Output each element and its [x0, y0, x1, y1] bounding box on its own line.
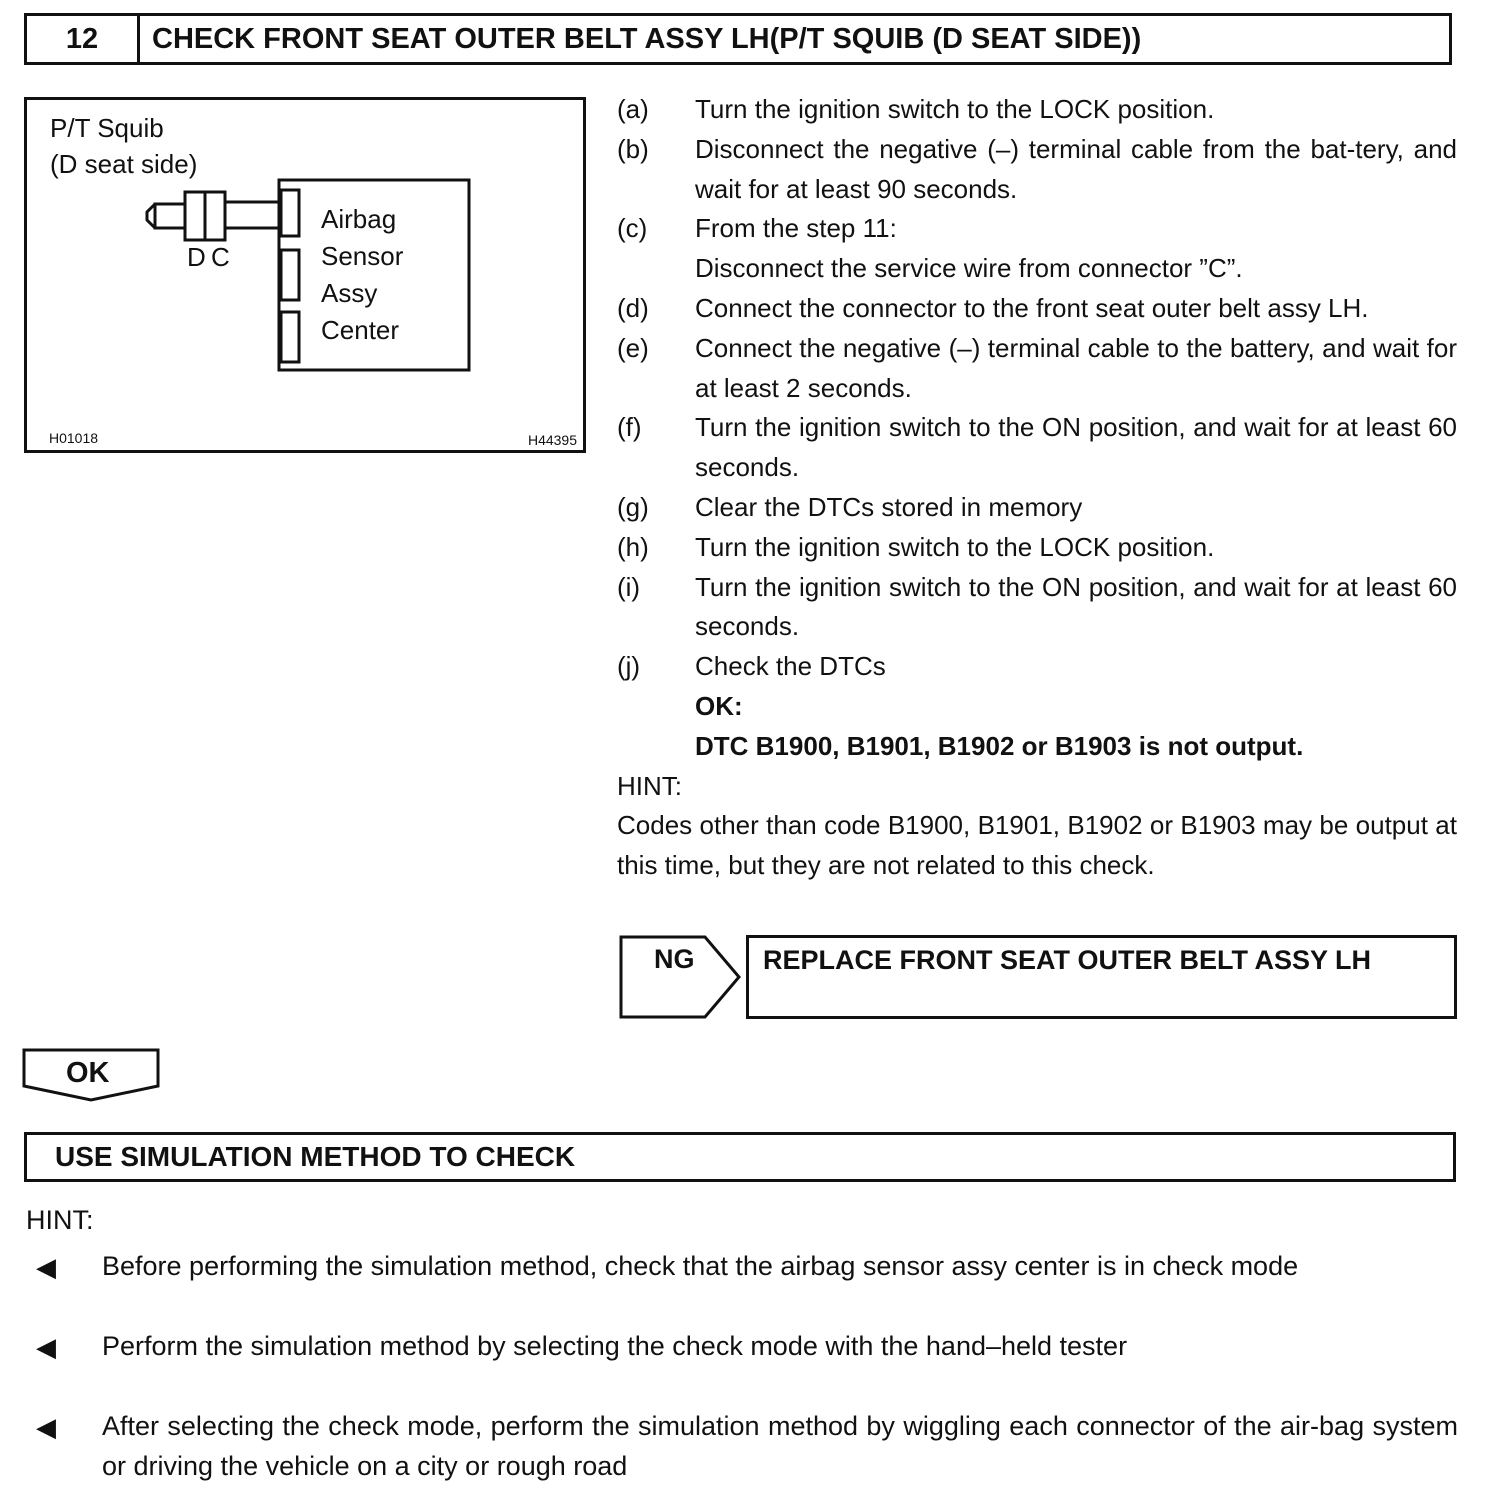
step-key: (d) — [617, 292, 649, 323]
next-step-box: USE SIMULATION METHOD TO CHECK — [24, 1132, 1456, 1182]
step-key: (g) — [617, 491, 649, 522]
wiring-figure — [24, 97, 586, 453]
procedure-step-d — [617, 289, 1457, 329]
procedure-step-f — [617, 408, 1457, 488]
step-header — [24, 13, 1452, 65]
step-key: (h) — [617, 531, 649, 562]
step-key: (b) — [617, 133, 649, 164]
bottom-hint-label: HINT: — [26, 1205, 94, 1235]
step-text: Clear the DTCs stored in memory — [695, 491, 1083, 522]
step-text: Turn the ignition switch to the ON position, and wait for at least 60 seconds. — [695, 571, 1457, 642]
procedure-step-g — [617, 488, 1457, 528]
sensor-label-3: Assy — [321, 278, 378, 308]
ok-label: OK — [66, 1057, 110, 1089]
procedure-step-e — [617, 329, 1457, 409]
sensor-connector-2 — [281, 250, 299, 300]
connector-c-label: C — [211, 242, 230, 272]
procedure-step-c — [617, 209, 1457, 249]
procedure-list — [617, 90, 1457, 886]
procedure-step-j — [617, 647, 1457, 687]
step-subtext: Disconnect the service wire from connector ”C”. — [695, 253, 1243, 284]
sensor-label-4: Center — [321, 315, 400, 345]
figure-code-right: H44395 — [527, 432, 577, 448]
step-text: Connect the connector to the front seat outer belt assy LH. — [695, 292, 1369, 323]
step-key: (f) — [617, 412, 642, 443]
hint-item: Perform the simulation method by selecting the check mode with the hand–held tester — [102, 1331, 1128, 1361]
step-key: (j) — [617, 651, 641, 682]
hint-item: Before performing the simulation method, check that the airbag sensor assy center is in check mode — [102, 1251, 1299, 1281]
triangle-left-icon: ◀ — [36, 1412, 56, 1442]
procedure-step-b — [617, 130, 1457, 210]
ng-label: NG — [654, 944, 695, 974]
step-key: (c) — [617, 213, 648, 244]
step-text: Connect the negative (–) terminal cable to the battery, and wait for at least 2 seconds. — [695, 332, 1457, 403]
step-text: Turn the ignition switch to the LOCK position. — [695, 94, 1215, 124]
ok-criteria-text: DTC B1900, B1901, B1902 or B1903 is not output. — [695, 730, 1304, 761]
step-text: Turn the ignition switch to the ON position, and wait for at least 60 seconds. — [695, 412, 1457, 483]
step-text: From the step 11: — [695, 213, 897, 244]
step-title: CHECK FRONT SEAT OUTER BELT ASSY LH(P/T SQUIB (D SEAT SIDE)) — [152, 22, 1142, 55]
squib-label-2: (D seat side) — [50, 149, 198, 179]
triangle-left-icon: ◀ — [36, 1332, 56, 1362]
step-number: 12 — [27, 16, 140, 62]
step-key: (i) — [617, 571, 641, 602]
squib-plug — [155, 204, 185, 228]
hint-label: HINT: — [617, 770, 682, 801]
sensor-connector-3 — [281, 312, 299, 362]
ng-action-box: REPLACE FRONT SEAT OUTER BELT ASSY LH — [746, 935, 1457, 1019]
squib-label-1: P/T Squib — [50, 113, 164, 143]
hint-item: After selecting the check mode, perform the simulation method by wiggling each connector of the air-bag system or driving the vehicle on a city or rough road — [102, 1411, 1458, 1481]
step-key: (e) — [617, 332, 649, 363]
procedure-step-h — [617, 528, 1457, 568]
procedure-step-a — [617, 90, 1457, 130]
figure-code-left: H01018 — [49, 430, 99, 446]
step-text: Turn the ignition switch to the LOCK position. — [695, 531, 1215, 562]
sensor-label-2: Sensor — [321, 241, 404, 271]
triangle-left-icon: ◀ — [36, 1252, 56, 1282]
step-text: Disconnect the negative (–) terminal cable from the bat-tery, and wait for at least 90 seconds. — [695, 133, 1457, 204]
step-key: (a) — [617, 94, 649, 124]
ok-criteria-label: OK: — [695, 690, 743, 721]
step-text: Check the DTCs — [695, 651, 886, 682]
hint-text: Codes other than code B1900, B1901, B1902 or B1903 may be output at this time, but they are not related to this check. — [617, 810, 1457, 881]
connector-d-label: D — [187, 242, 206, 272]
sensor-label-1: Airbag — [321, 204, 397, 234]
sensor-connector-1 — [281, 190, 299, 236]
procedure-step-i — [617, 568, 1457, 648]
